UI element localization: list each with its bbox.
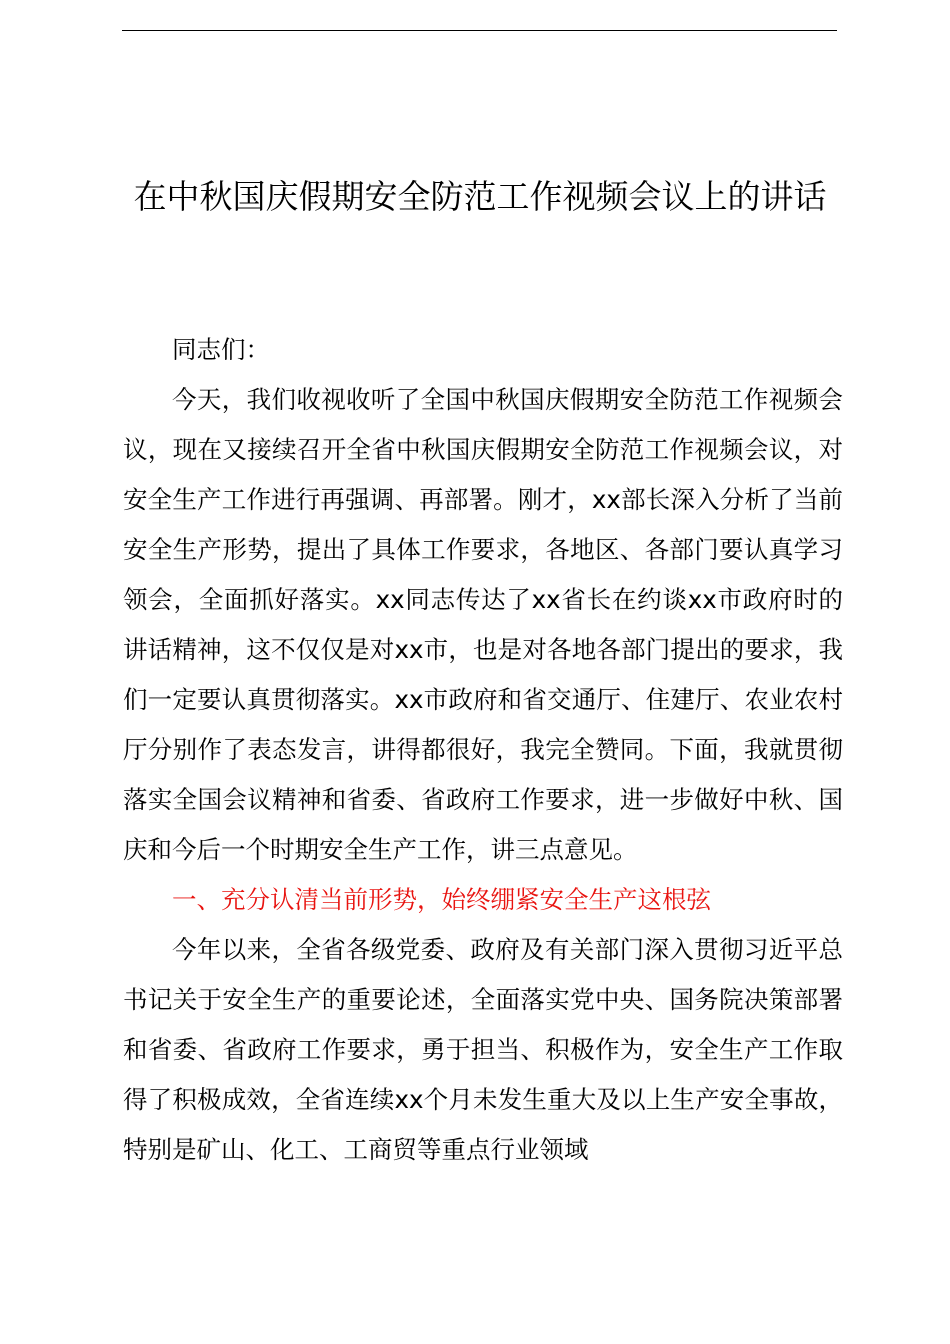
document-body [123, 325, 843, 1175]
section-paragraph: 今年以来，全省各级党委、政府及有关部门深入贯彻习近平总书记关于安全生产的重要论述，全面落实党中央、国务院决策部署和省委、省政府工作要求，勇于担当、积极作为，安全生产工作取得了积极成效，全省连续xx个月未发生重大及以上生产安全事故，特别是矿山、化工、工商贸等重点行业领域 [123, 935, 843, 1164]
intro-paragraph: 今天，我们收视收听了全国中秋国庆假期安全防范工作视频会议，现在又接续召开全省中秋国庆假期安全防范工作视频会议，对安全生产工作进行再强调、再部署。刚才，xx部长深入分析了当前安全生产形势，提出了具体工作要求，各地区、各部门要认真学习领会，全面抓好落实。xx同志传达了xx省长在约谈xx市政府时的讲话精神，这不仅仅是对xx市，也是对各地各部门提出的要求，我们一定要认真贯彻落实。xx市政府和省交通厅、住建厅、农业农村厅分别作了表态发言，讲得都很好，我完全赞同。下面，我就贯彻落实全国会议精神和省委、省政府工作要求，进一步做好中秋、国庆和今后一个时期安全生产工作，讲三点意见。 [123, 385, 843, 864]
header-rule [122, 30, 837, 31]
greeting: 同志们： [172, 335, 270, 364]
section-heading: 一、充分认清当前形势，始终绷紧安全生产这根弦 [172, 885, 711, 914]
document-title: 在中秋国庆假期安全防范工作视频会议上的讲话 [133, 177, 827, 216]
